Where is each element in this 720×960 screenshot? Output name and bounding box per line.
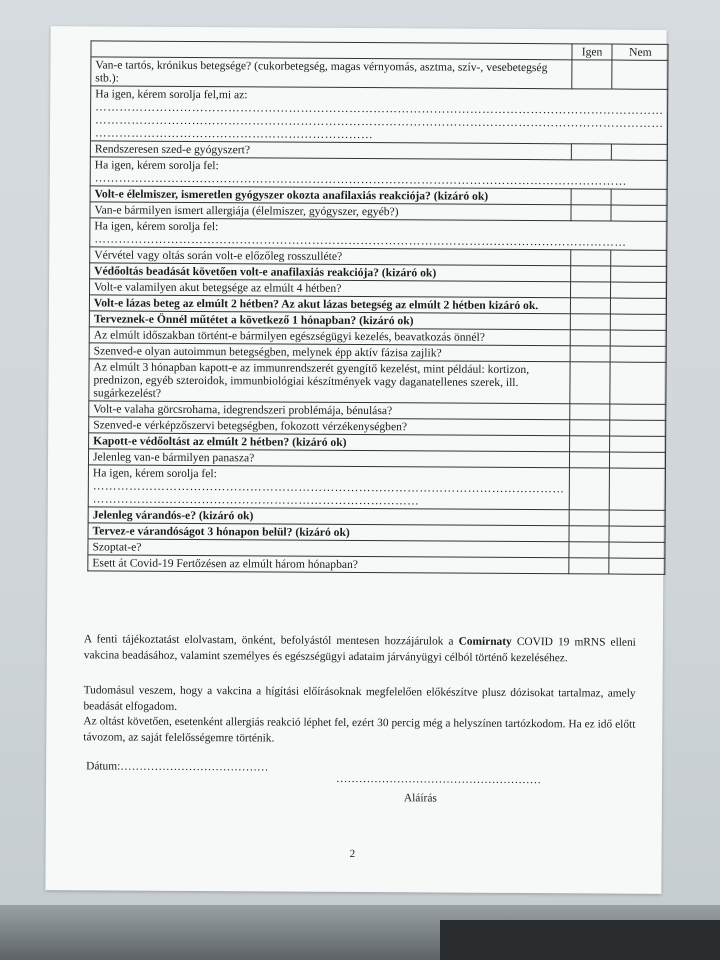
question-cell (89, 359, 570, 404)
question-text: Rendszeresen szed-e gyógyszert? (94, 142, 251, 157)
no-checkbox-cell[interactable] (611, 266, 667, 282)
question-text: Jelenleg várandós-e? (kizáró ok) (92, 508, 254, 523)
yes-checkbox-cell[interactable] (570, 266, 611, 282)
question-text: Jelenleg van-e bármilyen panasza? (92, 450, 255, 465)
question-cell (88, 465, 569, 510)
question-text: Az elmúlt 3 hónapban kapott-e az immunrendszerét gyengítő kezelést, mint például: kortizon, prednizon, egyéb szteroidok, immunbiológiai készítmények vagy daganatellenes szerek, ill. sugárkezelést? (93, 360, 530, 400)
question-text: Van-e bármilyen ismert allergiája (élelmiszer, gyógyszer, egyéb?) (94, 203, 399, 219)
no-checkbox-cell[interactable] (611, 314, 667, 330)
question-cell (91, 57, 572, 89)
document-page (45, 26, 666, 894)
yes-checkbox-cell[interactable] (569, 468, 610, 510)
no-checkbox-cell[interactable] (611, 298, 667, 314)
question-cell (90, 86, 668, 145)
question-cell (90, 157, 668, 190)
question-text: Védőoltás beadását követően volt-e anafilaxiás reakciója? (kizáró ok) (94, 264, 437, 280)
question-text: Ha igen, kérem sorolja fel: (94, 158, 219, 173)
answer-dotted-line[interactable]: …………………………………………………………………………………………………………………… (94, 171, 627, 188)
no-checkbox-cell[interactable] (612, 189, 668, 205)
consent-text-a: A fenti tájékoztatást elolvastam, önként, befolyástól mentesen hozzájárulok a (83, 633, 454, 648)
question-text: Az elmúlt időszakban történt-e bármilyen egészségügyi kezelés, beavatkozás önnél? (93, 328, 485, 344)
question-cell (88, 555, 569, 574)
question-text: Szoptat-e? (92, 540, 142, 554)
no-checkbox-cell[interactable] (610, 468, 666, 510)
question-text: Szenved-e vérképzőszervi betegségben, fokozott vérzékenységben? (93, 418, 408, 434)
yes-checkbox-cell[interactable] (571, 205, 612, 221)
yes-checkbox-cell[interactable] (569, 420, 610, 436)
background-shadow (440, 920, 720, 960)
question-text: Tervez-e várandóságot 3 hónapon belül? (kizáró ok) (92, 524, 350, 539)
yes-checkbox-cell[interactable] (569, 510, 610, 526)
question-text: Volt-e lázas beteg az elmúlt 2 hétben? Az akut lázas betegség az elmúlt 2 hétben kizáró ok. (93, 296, 539, 313)
yes-checkbox-cell[interactable] (570, 362, 611, 404)
answer-dotted-line[interactable]: …………………………………………………………………………………………………………………… (94, 232, 627, 249)
question-cell (90, 218, 668, 251)
question-text: Kapott-e védőoltást az elmúlt 2 hétben? (kizáró ok) (93, 434, 347, 449)
no-checkbox-cell[interactable] (610, 404, 666, 420)
yes-checkbox-cell[interactable] (570, 314, 611, 330)
signature-label: Aláírás (403, 792, 437, 805)
yes-checkbox-cell[interactable] (568, 558, 609, 574)
no-checkbox-cell[interactable] (611, 205, 667, 221)
table-row (89, 359, 667, 405)
yes-checkbox-cell[interactable] (570, 330, 611, 346)
no-checkbox-cell[interactable] (609, 558, 665, 574)
consent-text-b: COVID 19 mRNS elleni vakcina beadásához, valamint személyes és egészségügyi adataim járványügyi célból történő kezeléséhez. (83, 635, 636, 664)
signature-line: ……………………………………………… (336, 772, 542, 787)
question-text: Terveznek-e Önnél műtétet a következő 1 hónapban? (kizáró ok) (93, 312, 414, 328)
yes-checkbox-cell[interactable] (569, 436, 610, 452)
question-text: Van-e tartós, krónikus betegsége? (cukorbetegség, magas vérnyomás, asztma, szív-, vesebetegség stb.): (95, 58, 548, 85)
question-text: Volt-e valamilyen akut betegsége az elmúlt 4 hétben? (94, 280, 342, 295)
table-row (90, 157, 668, 190)
yes-checkbox-cell[interactable] (570, 250, 611, 266)
question-text: Esett át Covid-19 Fertőzésen az elmúlt három hónapban? (92, 556, 359, 572)
question-text: Ha igen, kérem sorolja fel: (94, 219, 219, 234)
question-text: Volt-e valaha görcsrohama, idegrendszeri problémája, bénulása? (93, 402, 393, 418)
question-text: Ha igen, kérem sorolja fel: (92, 466, 217, 481)
no-checkbox-cell[interactable] (611, 330, 667, 346)
yes-checkbox-cell[interactable] (569, 542, 610, 558)
consent-paragraph-1 (84, 632, 636, 666)
answer-dotted-line[interactable]: ……………………………………………………………………………………………………… (92, 479, 565, 496)
table-row (90, 86, 668, 145)
no-checkbox-cell[interactable] (610, 452, 666, 468)
no-checkbox-cell[interactable] (610, 362, 666, 404)
answer-dotted-line[interactable]: …………………………………………………………………………………………………………………………… (95, 100, 664, 117)
no-checkbox-cell[interactable] (611, 282, 667, 298)
no-checkbox-cell[interactable] (611, 346, 667, 362)
no-checkbox-cell[interactable] (612, 60, 668, 89)
consent-paragraph-2: Tudomásul veszem, hogy a vakcina a hígítási előírásoknak megfelelően előkészítve plusz dózisokat tartalmaz, amely beadását elfogadom. (83, 684, 636, 713)
table-row (90, 218, 668, 251)
answer-dotted-line[interactable]: …………………………………………………………………………………………………………………………… (95, 113, 664, 130)
no-checkbox-cell[interactable] (609, 542, 665, 558)
table-row (88, 555, 665, 575)
no-checkbox-cell[interactable] (612, 144, 668, 160)
header-yes: Igen (572, 44, 613, 60)
answer-dotted-line[interactable]: …………………………………………………………… (94, 126, 374, 142)
yes-checkbox-cell[interactable] (570, 298, 611, 314)
yes-checkbox-cell[interactable] (570, 282, 611, 298)
no-checkbox-cell[interactable] (610, 510, 666, 526)
no-checkbox-cell[interactable] (610, 436, 666, 452)
no-checkbox-cell[interactable] (609, 526, 665, 542)
yes-checkbox-cell[interactable] (569, 404, 610, 420)
yes-checkbox-cell[interactable] (569, 526, 610, 542)
answer-dotted-line[interactable]: ……………………………………………………………………… (92, 492, 420, 508)
question-text: Ha igen, kérem sorolja fel,mi az: (95, 87, 248, 102)
question-text: Volt-e élelmiszer, ismeretlen gyógyszer okozta anafilaxiás reakciója? (kizáró ok) (94, 187, 489, 203)
page-number: 2 (349, 847, 356, 861)
vaccine-brand: Comirnaty (458, 635, 512, 648)
yes-checkbox-cell[interactable] (570, 346, 611, 362)
header-no: Nem (612, 44, 668, 60)
table-row (88, 465, 666, 511)
yes-checkbox-cell[interactable] (571, 60, 612, 89)
yes-checkbox-cell[interactable] (571, 144, 612, 160)
table-row (91, 57, 669, 90)
questionnaire-table (87, 40, 669, 575)
no-checkbox-cell[interactable] (610, 420, 666, 436)
date-field: Dátum:………………………………… (86, 760, 269, 774)
yes-checkbox-cell[interactable] (569, 452, 610, 468)
question-text: Vérvétel vagy oltás során volt-e előzőleg rosszulléte? (94, 248, 343, 263)
question-text: Szenved-e olyan autoimmun betegségben, melynek épp aktív fázisa zajlik? (93, 344, 442, 360)
no-checkbox-cell[interactable] (611, 250, 667, 266)
yes-checkbox-cell[interactable] (571, 189, 612, 205)
consent-paragraph-3: Az oltást követően, esetenként allergiás reakció léphet fel, ezért 30 percig még a helyszínen tartózkodom. Ha ez idő előtt távozom, az saját felelősségemre történik. (83, 715, 636, 745)
